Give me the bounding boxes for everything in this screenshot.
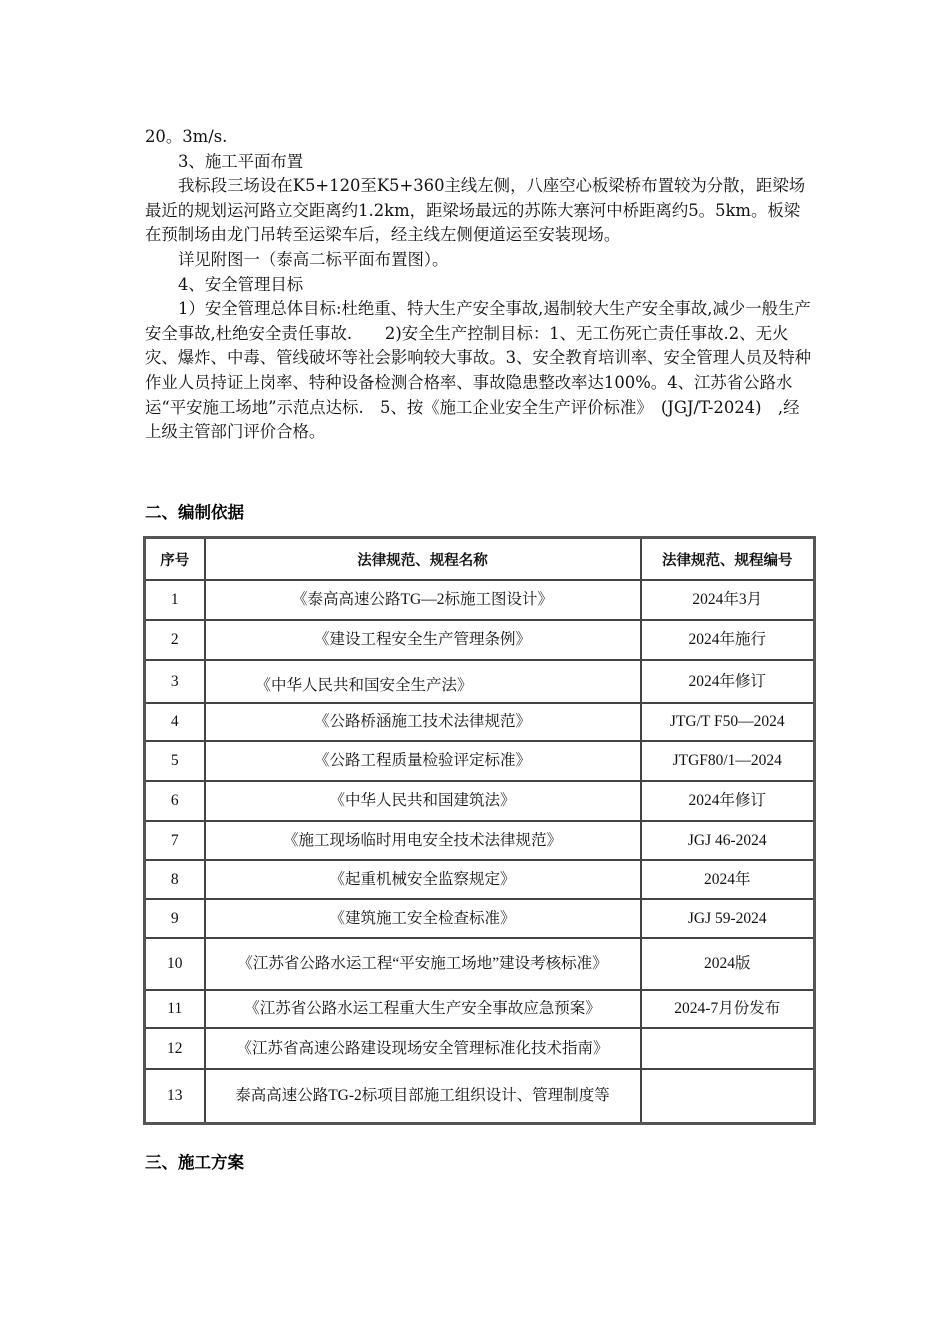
table-row <box>145 1028 815 1069</box>
row-seq: 1 <box>145 580 205 620</box>
table-row <box>145 741 815 781</box>
row-seq: 6 <box>145 781 205 821</box>
section-3-heading: 三、施工方案 <box>145 1153 244 1172</box>
table-row <box>145 781 815 821</box>
header-seq: 序号 <box>145 538 205 581</box>
table-header-row <box>145 538 815 581</box>
row-seq: 4 <box>145 703 205 741</box>
row-code: 2024-7月份发布 <box>641 990 815 1028</box>
body-text <box>145 125 813 445</box>
table-row <box>145 620 815 660</box>
row-name: 《泰高高速公路TG—2标施工图设计》 <box>205 580 641 620</box>
row-name: 《江苏省高速公路建设现场安全管理标准化技术指南》 <box>205 1028 641 1069</box>
table-row <box>145 580 815 620</box>
row-seq: 12 <box>145 1028 205 1069</box>
row-code <box>641 1069 815 1123</box>
row-seq: 13 <box>145 1069 205 1123</box>
row-code: 2024年修订 <box>641 660 815 703</box>
subsection-3-paragraph: 我标段三场设在K5+120至K5+360主线左侧，八座空心板梁桥布置较为分散，距梁场最近的规划运河路立交距离约1.2km，距梁场最远的苏陈大寨河中桥距离约5。5km。板梁在预制场由龙门吊转至运梁车后，经主线左侧便道运至安装现场。 <box>145 176 806 245</box>
row-name: 《建设工程安全生产管理条例》 <box>205 620 641 660</box>
row-seq: 8 <box>145 860 205 899</box>
row-code: JTG/T F50—2024 <box>641 703 815 741</box>
row-seq: 3 <box>145 660 205 703</box>
row-name: 《施工现场临时用电安全技术法律规范》 <box>205 821 641 860</box>
row-name: 《公路桥涵施工技术法律规范》 <box>205 703 641 741</box>
norms-table <box>143 536 816 1125</box>
row-name: 《中华人民共和国安全生产法》 <box>205 660 641 703</box>
table-row <box>145 899 815 938</box>
row-code <box>641 1028 815 1069</box>
row-seq: 2 <box>145 620 205 660</box>
header-code: 法律规范、规程编号 <box>641 538 815 581</box>
row-code: 2024年施行 <box>641 620 815 660</box>
row-code: JGJ 46-2024 <box>641 821 815 860</box>
row-name: 《建筑施工安全检查标准》 <box>205 899 641 938</box>
row-code: 2024年3月 <box>641 580 815 620</box>
subsection-3-reference: 详见附图一（泰高二标平面布置图）。 <box>178 249 449 269</box>
row-name: 《中华人民共和国建筑法》 <box>205 781 641 821</box>
row-name: 《江苏省公路水运工程“平安施工场地”建设考核标准》 <box>205 938 641 990</box>
row-code: 2024版 <box>641 938 815 990</box>
row-seq: 7 <box>145 821 205 860</box>
table-row <box>145 938 815 990</box>
continuation-line: 20。3m/s. <box>145 127 228 146</box>
row-name: 泰高高速公路TG-2标项目部施工组织设计、管理制度等 <box>205 1069 641 1123</box>
row-code: JTGF80/1—2024 <box>641 741 815 781</box>
subsection-4-paragraph: 1）安全管理总体目标:杜绝重、特大生产安全事故,遏制较大生产安全事故,减少一般生产安全事故,杜绝安全责任事故. 2)安全生产控制目标：1、无工伤死亡责任事故.2、无火灾、爆炸、中毒、管线破坏等社会影响较大事故。3、安全教育培训率、安全管理人员及特种作业人员持证上岗率、特种设备检测合格率、事故隐患整改率达100%。4、江苏省公路水运“平安施工场地”示范点达标. 5、按《施工企业安全生产评价标准》 (JGJ/T-2024) ,经上级主管部门评价合格。 <box>145 299 812 442</box>
table-row <box>145 990 815 1028</box>
section-2-heading: 二、编制依据 <box>145 503 244 522</box>
table-row <box>145 703 815 741</box>
table-row <box>145 860 815 899</box>
row-seq: 11 <box>145 990 205 1028</box>
row-seq: 5 <box>145 741 205 781</box>
table-row <box>145 821 815 860</box>
row-seq: 9 <box>145 899 205 938</box>
row-seq: 10 <box>145 938 205 990</box>
table-row <box>145 660 815 703</box>
table-row <box>145 1069 815 1123</box>
row-code: 2024年 <box>641 860 815 899</box>
row-name: 《江苏省公路水运工程重大生产安全事故应急预案》 <box>205 990 641 1028</box>
subsection-3-title: 3、施工平面布置 <box>178 151 304 171</box>
row-code: JGJ 59-2024 <box>641 899 815 938</box>
subsection-4-title: 4、安全管理目标 <box>178 274 304 294</box>
header-name: 法律规范、规程名称 <box>205 538 641 581</box>
row-name: 《起重机械安全监察规定》 <box>205 860 641 899</box>
row-code: 2024年修订 <box>641 781 815 821</box>
row-name: 《公路工程质量检验评定标准》 <box>205 741 641 781</box>
